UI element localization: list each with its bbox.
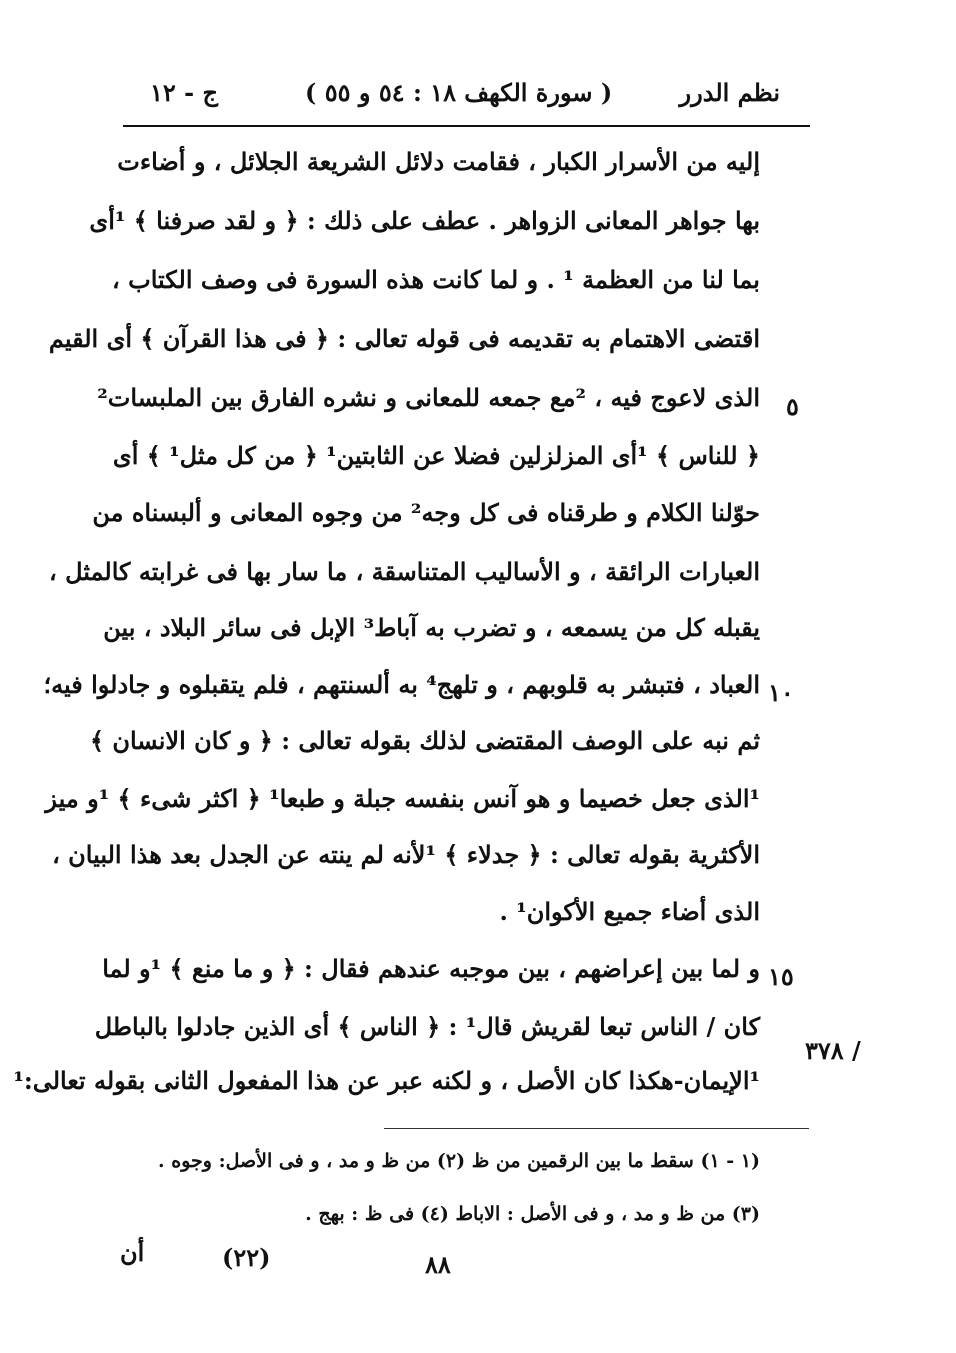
text-line-17: ¹الإيمان-هكذا كان الأصل ، و لكنه عبر عن هذا المفعول الثانى بقوله تعالى:¹ — [13, 1066, 760, 1095]
line-number-10: ١٠ — [768, 678, 794, 707]
text-line-4: اقتضى الاهتمام به تقديمه فى قوله تعالى : ﴿ فى هذا القرآن ﴾ أى القيم — [48, 324, 760, 353]
text-line-11: ثم نبه على الوصف المقتضى لذلك بقوله تعالى : ﴿ و كان الانسان ﴾ — [89, 726, 760, 755]
text-line-6: ﴿ للناس ﴾ ¹أى المزلزلين فضلا عن الثابتين¹ ﴿ من كل مثل¹ ﴾ أى — [112, 441, 760, 470]
text-line-16: كان / الناس تبعا لقريش قال¹ : ﴿ الناس ﴾ أى الذين جادلوا بالباطل — [94, 1012, 760, 1041]
text-line-5: الذى لاعوج فيه ، ²مع جمعه للمعانى و نشره الفارق بين الملبسات² — [97, 383, 760, 412]
footnote-rule — [384, 1128, 809, 1129]
header-rule — [123, 125, 810, 127]
text-line-14: الذى أضاء جميع الأكوان¹ . — [499, 897, 760, 926]
text-line-12: ¹الذى جعل خصيما و هو آنس بنفسه جبلة و طبعا¹ ﴿ اكثر شىء ﴾ ¹و ميز — [45, 784, 760, 813]
text-line-9: يقبله كل من يسمعه ، و تضرب به آباط³ الإبل فى سائر البلاد ، بين — [103, 613, 760, 642]
line-number-5: ٥ — [786, 392, 799, 421]
line-number-15: ١٥ — [768, 962, 794, 991]
manuscript-folio-ref: / ٣٧٨ — [805, 1036, 861, 1065]
page-number: ٨٨ — [425, 1250, 451, 1279]
text-line-1: إليه من الأسرار الكبار ، فقامت دلائل الشريعة الجلائل ، و أضاءت — [117, 147, 760, 176]
text-line-8: العبارات الرائقة ، و الأساليب المتناسقة ، ما سار بها فى غرابته كالمثل ، — [49, 557, 760, 586]
text-line-7: حوّلنا الكلام و طرقناه فى كل وجه² من وجوه المعانى و ألبسناه من — [92, 498, 760, 527]
signature-mark: (٢٢) — [222, 1243, 271, 1272]
footnote-1: (١ - ١) سقط ما بين الرقمين من ظ (٢) من ظ و مد ، و فى الأصل: وجوه . — [158, 1150, 760, 1172]
text-line-13: الأكثرية بقوله تعالى : ﴿ جدلاء ﴾ ¹لأنه لم ينته عن الجدل بعد هذا البيان ، — [52, 840, 760, 869]
text-line-2: بها جواهر المعانى الزواهر . عطف على ذلك : ﴿ و لقد صرفنا ﴾ ¹أى — [89, 206, 760, 235]
surah-reference: ( سورة الكهف ١٨ : ٥٤ و ٥٥ ) — [305, 78, 613, 107]
text-line-10: العباد ، فتبشر به قلوبهم ، و تلهج⁴ به ألسنتهم ، فلم يتقبلوه و جادلوا فيه؛ — [43, 670, 760, 699]
volume-number: ج - ١٢ — [150, 78, 218, 107]
text-line-15: و لما بين إعراضهم ، بين موجبه عندهم فقال : ﴿ و ما منع ﴾ ¹و لما — [102, 954, 760, 983]
book-title: نظم الدرر — [679, 78, 780, 107]
catchword: أن — [120, 1238, 145, 1267]
footnote-2: (٣) من ظ و مد ، و فى الأصل : الاباط (٤) فى ظ : بهج . — [305, 1203, 760, 1225]
text-line-3: بما لنا من العظمة ¹ . و لما كانت هذه السورة فى وصف الكتاب ، — [112, 265, 760, 294]
